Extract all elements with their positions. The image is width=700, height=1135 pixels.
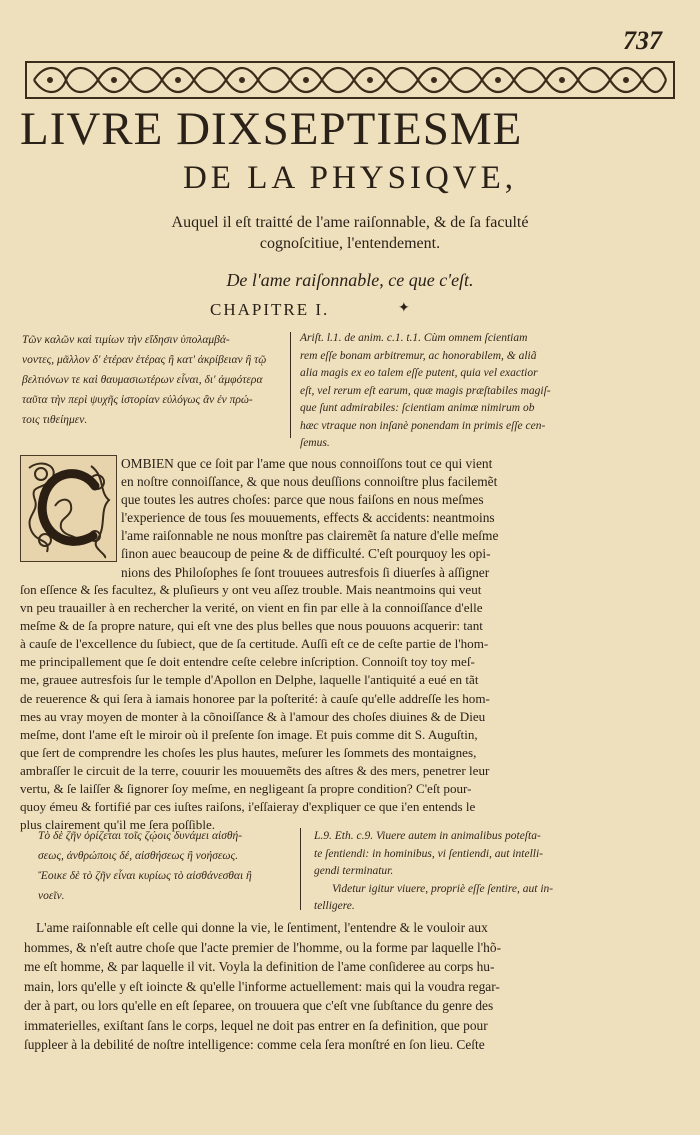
chapter-heading: CHAPITRE I.	[210, 300, 330, 319]
greek-line: Τῶν καλῶν καὶ τιμίων τὴν εἴδησιν ὑπολαμβά-	[22, 334, 230, 346]
decorated-initial-c-icon	[20, 455, 117, 562]
greek-line: ταῦτα τὴν περὶ ψυχῆς ἱστορίαν εὐλόγως ἂν ἐν πρώ-	[22, 394, 253, 406]
note-line: que ſunt admirabiles: ſcientiam animæ nimirum ob	[300, 402, 535, 414]
text-line: hommes, & n'eſt autre choſe que l'acte premier de l'homme, ou la forme par laquelle l'hõ-	[24, 939, 502, 955]
greek-line: σεως, ἀνθρώποις δέ, αἰσθήσεως ἢ νοήσεως.	[38, 850, 239, 862]
text-line: que toutes les autres choſes: parce que nous faiſons en nous meſmes	[121, 492, 484, 508]
paragraph-1-continued	[20, 581, 680, 834]
column-divider	[290, 332, 291, 438]
note-line: rem eſſe bonam arbitremur, ac honorabilem, & aliã	[300, 349, 537, 362]
greek-line: τοις τιθείημεν.	[22, 414, 88, 426]
description-line: cognoſcitiue, l'entendement.	[259, 235, 441, 252]
note-line: hæc vtraque non inſanè ponendam in primis eſſe cen-	[300, 419, 546, 432]
book-description	[70, 212, 630, 254]
greek-line: νοντες, μᾶλλον δ' ἑτέραν ἑτέρας ἢ κατ' ἀκρίβειαν ἢ τῷ	[22, 354, 267, 366]
text-line: l'ame raiſonnable ne nous monſtre pas clairemẽt ſa nature d'elle meſme	[121, 528, 499, 544]
greek-line: Ἔοικε δὲ τὸ ζῆν εἶναι κυρίως τὸ αἰσθάνεσθαι ἢ	[38, 870, 252, 882]
description-line: Auquel il eſt traitté de l'ame raiſonnable, & de ſa faculté	[171, 214, 529, 231]
note-line: alia magis ex eo talem eſſe putent, quia vel exactior	[300, 367, 538, 379]
text-line: de reuerence & qui ſera à iamais honoree par la poſterité: à cauſe qu'elle addreſſe les hom-	[20, 690, 490, 706]
text-line: ambraſſer le circuit de la terre, couurir les mouuemẽts des aſtres & des mers, penetrer leur	[20, 762, 490, 778]
latin-note-2	[314, 828, 682, 916]
ornamental-headpiece	[24, 60, 676, 100]
greek-line: βελτιόνων τε καὶ θαυμασιωτέρων εἶναι, δι' ἀμφότερα	[22, 374, 263, 386]
paragraph-1-indented	[121, 455, 681, 582]
note-line: L.9. Eth. c.9. Viuere autem in animalibus poteſta-	[314, 830, 541, 842]
text-line: ſon eſſence & ſes facultez, & pluſieurs y ont veu aſſez trouble. Mais neantmoins qui veut	[20, 582, 482, 597]
greek-line: νοεῖν.	[38, 890, 65, 902]
text-line: que ſert de comprendre les choſes les plus hautes, meſurer les ſommets des montaignes,	[20, 744, 477, 760]
text-line: plus clairement qu'il me ſera poſſible.	[20, 817, 216, 833]
text-line: me eſt homme, & par laquelle il vit. Voyla la definition de l'ame conſideree au corps hu-	[24, 959, 495, 974]
text-line: der à part, ou lors qu'elle en eſt ſeparee, on trouuera que c'eſt vne ſubſtance du genre des	[24, 998, 494, 1013]
book-subtitle: DE LA PHYSIQVE,	[182, 160, 518, 196]
text-line: en noſtre connoiſſance, & que nous deuſſions connoiſtre plus facilemẽt	[121, 474, 498, 490]
note-line: Ariſt. l.1. de anim. c.1. t.1. Cùm omnem ſcientiam	[300, 332, 528, 344]
text-line: me principallement que ſe doit entendre ceſte celebre inſcription. Connoiſt toy toy meſ-	[20, 654, 475, 670]
latin-note-1	[300, 330, 680, 453]
text-line: meſme, dont l'ame eſt le miroir où il preſente ſon image. Et puis comme dit S. Auguſtin,	[20, 726, 478, 742]
book-title: LIVRE DIXSEPTIESME	[20, 103, 523, 155]
paragraph-2	[24, 918, 680, 1055]
note-line: eſt, vel rerum eſt earum, quæ magis præſtabiles magiſ-	[300, 384, 551, 397]
text-line: meſme & de ſa propre nature, qui eſt vne des plus belles que nous pouuons acquerir: tant	[20, 618, 483, 634]
greek-line: Τὸ δὲ ζῆν ὁρίζεται τοῖς ζῴοις δυνάμει αἰσθή-	[38, 830, 243, 842]
section-heading: De l'ame raiſonnable, ce que c'eſt.	[226, 270, 474, 290]
text-line: à cauſe de l'excellence du ſubiect, que de ſa certitude. Auſſi eſt ce de ceſte partie de l'hom-	[20, 636, 489, 652]
note-line: ſemus.	[300, 437, 330, 449]
note-line: te ſentiendi: in hominibus, vi ſentiendi, aut intelli-	[314, 847, 544, 860]
text-line: vn peu trauailler à en rechercher la verité, on vient en fin par elle à la connoiſſance d'elle	[20, 600, 483, 616]
column-divider	[300, 828, 301, 910]
greek-quote-2	[38, 826, 290, 906]
text-line: main, lors qu'elle y eſt ioincte & qu'elle l'informe actuellement: mais qui la voudra regar-	[24, 978, 500, 994]
note-line: Videtur igitur viuere, propriè eſſe ſentire, aut in-	[332, 882, 554, 895]
text-line: ſuppleer à la debilité de noſtre intelligence: comme cela ſera monſtré en ſon lieu. Ceſte	[24, 1037, 485, 1052]
note-line: telligere.	[314, 900, 355, 912]
text-line: L'ame raiſonnable eſt celle qui donne la vie, le ſentiment, l'entendre & le vouloir aux	[36, 920, 488, 935]
note-line: gendi terminatur.	[314, 865, 394, 877]
text-line: vertu, & ſe laiſſer & ſignorer ſoy meſme, en negligeant ſa propre condition? C'eſt pour-	[20, 781, 472, 797]
text-line: mes au vray moyen de monter à la cõnoiſſance & à l'amour des choſes diuines & de Dieu	[20, 708, 486, 724]
text-line: quoy émeu & fortifié par ces iuſtes raiſons, i'eſſaieray d'expliquer ce que i'en entends le	[20, 799, 476, 815]
text-line: ſinon auec beaucoup de peine & de difficulté. C'eſt pourquoy les opi-	[121, 546, 491, 562]
text-line: nions des Philoſophes ſe ſont trouuees autresfois ſi diuerſes à aſſigner	[121, 564, 490, 580]
text-line: OMBIEN que ce ſoit par l'ame que nous connoiſſons tout ce qui vient	[121, 456, 493, 471]
text-line: immaterielles, exiſtant ſans le corps, lequel ne doit pas entrer en ſa definition, que pour	[24, 1017, 488, 1033]
text-line: l'experience de tous ſes mouuements, effects & accidents: neantmoins	[121, 510, 495, 526]
text-line: me, grauee autresfois ſur le temple d'Apollon en Delphe, laquelle l'antiquité a eué en tãt	[20, 672, 479, 688]
greek-quote-1	[22, 330, 284, 430]
chapter-mark: ✦	[398, 301, 410, 316]
page-number: 737	[623, 26, 662, 55]
